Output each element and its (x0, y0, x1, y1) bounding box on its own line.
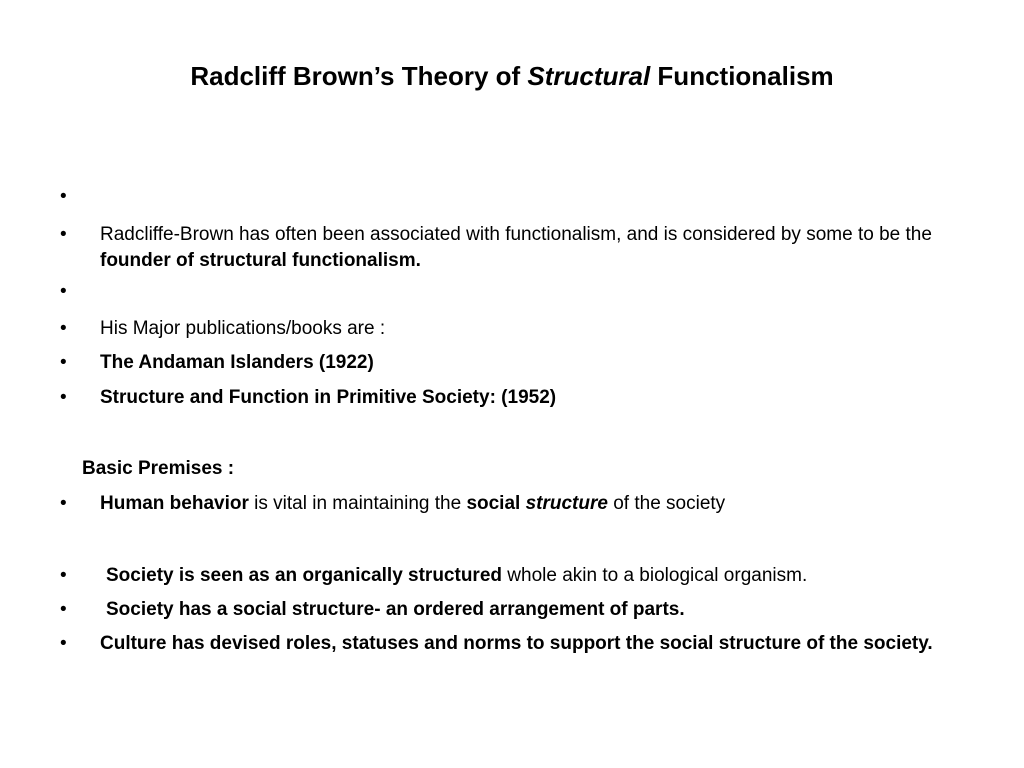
title-part-3: Functionalism (650, 61, 834, 91)
bullet-dot: • (60, 186, 67, 207)
premise1-bolditalic: structure (525, 493, 608, 514)
slide-title (0, 58, 1024, 94)
bullet-dot: • (60, 633, 67, 654)
premise1-bold1: Human behavior (100, 493, 249, 514)
bullet-dot: • (60, 565, 67, 586)
bullet-dot: • (60, 318, 67, 339)
bullet-dot: • (60, 599, 67, 620)
bullet-dot: • (60, 493, 67, 514)
title-part-2: Structural (527, 61, 651, 91)
bullet-text: Structure and Function in Primitive Society: (1952) (100, 387, 557, 408)
premise1-plain2: of the society (607, 493, 726, 514)
bullet-text (100, 222, 950, 274)
bullet-dot: • (60, 352, 67, 373)
bullet-dot: • (60, 281, 67, 302)
bullet-text: Society has a social structure- an ordered arrangement of parts. (106, 599, 685, 620)
title-part-1: Radcliff Brown’s Theory of (190, 61, 528, 91)
premise1-bold2: social (466, 493, 526, 514)
assoc-plain: Radcliffe-Brown has often been associated with functionalism, and is considered by some to be the (100, 224, 932, 245)
bullet-dot: • (60, 224, 67, 245)
premise2-bold: Society is seen as an organically structured (106, 565, 502, 586)
bullet-text (106, 563, 956, 589)
basic-premises-heading: Basic Premises : (82, 458, 235, 479)
bullet-text: Culture has devised roles, statuses and norms to support the social structure of the society. (100, 633, 933, 654)
assoc-bold: founder of structural functionalism. (100, 250, 421, 271)
bullet-text: The Andaman Islanders (1922) (100, 352, 374, 373)
bullet-dot: • (60, 387, 67, 408)
premise1-plain1: is vital in maintaining the (248, 493, 467, 514)
premise2-plain: whole akin to a biological organism. (502, 565, 808, 586)
bullet-text (100, 491, 950, 517)
bullet-text: His Major publications/books are : (100, 318, 386, 339)
